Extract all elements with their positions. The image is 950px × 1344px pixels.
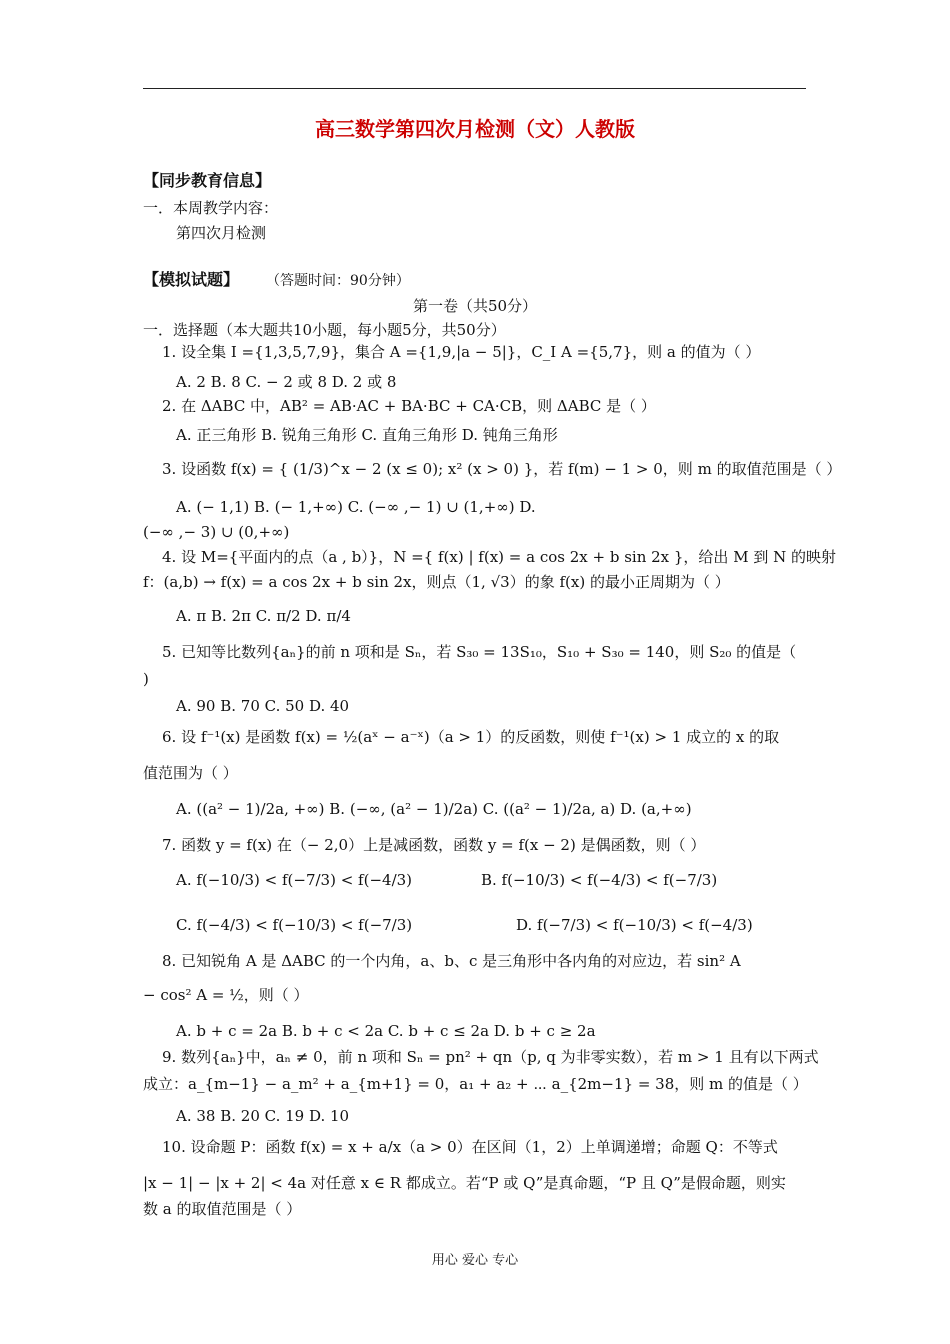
question-line: 7. 函数 y = f(x) 在（− 2,0）上是减函数，函数 y = f(x − 2) 是偶函数，则（ ） bbox=[162, 836, 706, 854]
test-time: （答题时间：90分钟） bbox=[266, 273, 410, 289]
question-line: A. 正三角形 B. 锐角三角形 C. 直角三角形 D. 钝角三角形 bbox=[176, 426, 558, 444]
question-line: A. 90 B. 70 C. 50 D. 40 bbox=[176, 697, 350, 715]
question-line: − cos² A = ½，则（ ） bbox=[143, 986, 309, 1004]
question-line: 3. 设函数 f(x) = { (1/3)^x − 2 (x ≤ 0); x² (x > 0) }，若 f(m) − 1 > 0，则 m 的取值范围是（ ） bbox=[162, 460, 842, 478]
question-line: 6. 设 f⁻¹(x) 是函数 f(x) = ½(aˣ − a⁻ˣ)（a > 1）的反函数，则使 f⁻¹(x) > 1 成立的 x 的取 bbox=[162, 728, 780, 746]
question-line: 2. 在 ΔABC 中，AB² = AB·AC + BA·BC + CA·CB，则 ΔABC 是（ ） bbox=[162, 397, 656, 415]
question-line: D. f(−7/3) < f(−10/3) < f(−4/3) bbox=[516, 916, 753, 934]
question-line: (−∞ ,− 3) ∪ (0,+∞) bbox=[143, 523, 290, 541]
question-line: A. f(−10/3) < f(−7/3) < f(−4/3) bbox=[176, 871, 413, 889]
content-heading: 一．本周教学内容： bbox=[143, 199, 279, 217]
question-line: A. 38 B. 20 C. 19 D. 10 bbox=[176, 1107, 350, 1125]
question-line: 值范围为（ ） bbox=[143, 764, 238, 782]
question-line: ) bbox=[143, 670, 149, 688]
question-line: 10. 设命题 P：函数 f(x) = x + a/x（a > 0）在区间（1，2）上单调递增；命题 Q：不等式 bbox=[162, 1138, 778, 1156]
content-item: 第四次月检测 bbox=[176, 224, 267, 242]
paper-title: 第一卷（共50分） bbox=[412, 297, 538, 315]
part-one-heading: 一．选择题（本大题共10小题，每小题5分，共50分） bbox=[143, 321, 506, 339]
question-line: A. b + c = 2a B. b + c < 2a C. b + c ≤ 2a D. b + c ≥ 2a bbox=[176, 1022, 596, 1040]
question-line: 数 a 的取值范围是（ ） bbox=[143, 1200, 302, 1218]
page-title: 高三数学第四次月检测（文）人教版 bbox=[315, 117, 635, 141]
question-line: A. π B. 2π C. π/2 D. π/4 bbox=[176, 607, 351, 625]
question-line: 8. 已知锐角 A 是 ΔABC 的一个内角，a、b、c 是三角形中各内角的对应边，若 sin² A bbox=[162, 952, 741, 970]
question-line: 5. 已知等比数列{aₙ}的前 n 项和是 Sₙ，若 S₃₀ = 13S₁₀，S₁₀ + S₃₀ = 140，则 S₂₀ 的值是（ bbox=[162, 643, 797, 661]
question-line: 1. 设全集 I ={1,3,5,7,9}，集合 A ={1,9,|a − 5|}，C_I A ={5,7}，则 a 的值为（ ） bbox=[162, 343, 761, 361]
question-line: A. (− 1,1) B. (− 1,+∞) C. (−∞ ,− 1) ∪ (1,+∞) D. bbox=[176, 498, 536, 516]
question-line: f：(a,b) → f(x) = a cos 2x + b sin 2x，则点（1, √3）的象 f(x) 的最小正周期为（ ） bbox=[143, 573, 730, 591]
question-line: 成立：a_{m−1} − a_m² + a_{m+1} = 0，a₁ + a₂ + ⋯ a_{2m−1} = 38，则 m 的值是（ ） bbox=[143, 1075, 808, 1093]
section-info-heading: 【同步教育信息】 bbox=[143, 171, 272, 190]
question-line: 4. 设 M={平面内的点（a , b）}，N ={ f(x) | f(x) = a cos 2x + b sin 2x }，给出 M 到 N 的映射 bbox=[162, 548, 836, 566]
footer: 用心 爱心 专心 bbox=[431, 1253, 519, 1268]
question-line: 9. 数列{aₙ}中，aₙ ≠ 0，前 n 项和 Sₙ = pn² + qn（p, q 为非零实数），若 m > 1 且有以下两式 bbox=[162, 1048, 819, 1066]
question-line: A. ((a² − 1)/2a, +∞) B. (−∞, (a² − 1)/2a) C. ((a² − 1)/2a, a) D. (a,+∞) bbox=[176, 800, 692, 818]
question-line: |x − 1| − |x + 2| < 4a 对任意 x ∈ R 都成立。若“P 或 Q”是真命题，“P 且 Q”是假命题，则实 bbox=[143, 1174, 786, 1192]
section-test-heading: 【模拟试题】 bbox=[143, 270, 240, 289]
question-line: B. f(−10/3) < f(−4/3) < f(−7/3) bbox=[481, 871, 718, 889]
question-line: A. 2 B. 8 C. − 2 或 8 D. 2 或 8 bbox=[176, 373, 397, 391]
question-line: C. f(−4/3) < f(−10/3) < f(−7/3) bbox=[176, 916, 413, 934]
header-rule bbox=[143, 88, 806, 89]
